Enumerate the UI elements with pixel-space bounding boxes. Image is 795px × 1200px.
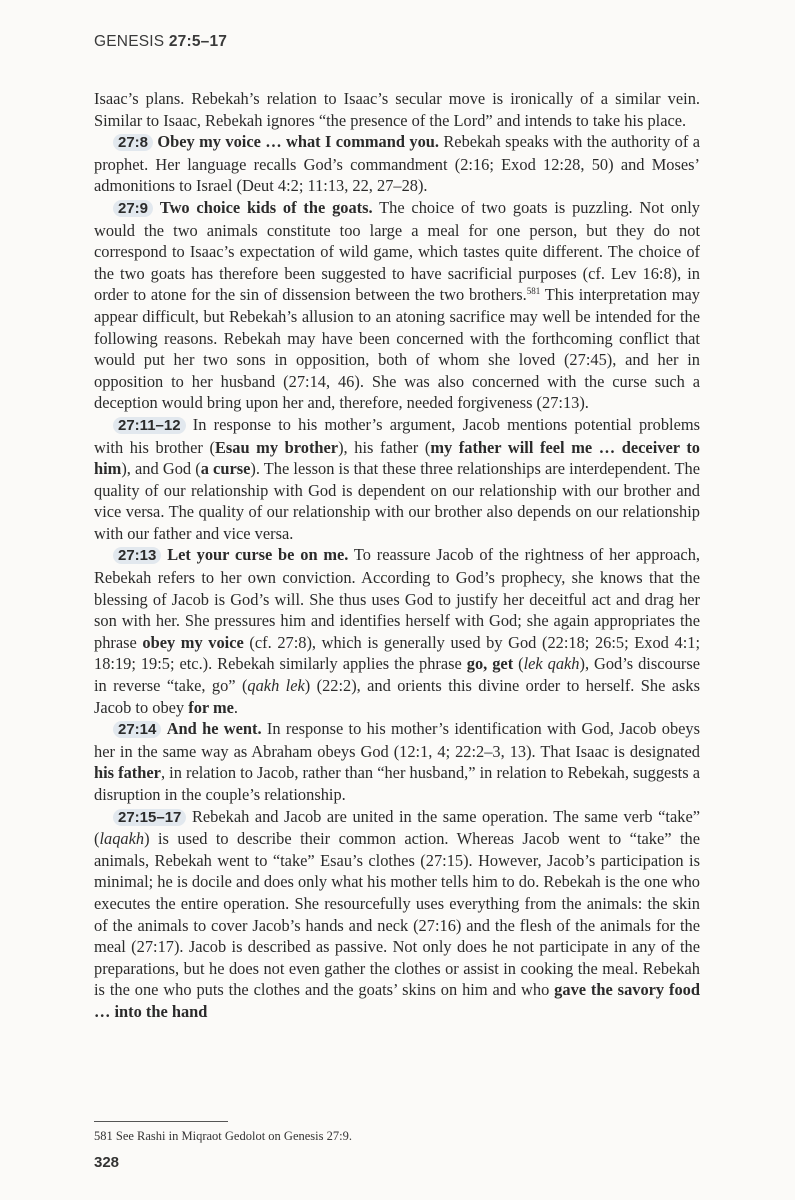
- paragraph-text: To reassure Jacob of the rightness of her approach, Rebekah refers to her own conviction. According to God’s prophecy, she knows that the blessing of Jacob is God’s will. She thus uses God to justify her deceitful act and drag her son with her. She pressures him and identifies herself with God; she again appropriates the phrase: [94, 545, 700, 652]
- paragraph-text: ), God’s discourse in reverse “take, go” (: [94, 654, 701, 696]
- bold-phrase: my father will feel me … deceiver to him: [94, 437, 700, 479]
- bold-phrase: gave the savory food … into the hand: [94, 980, 700, 1021]
- footnote-marker[interactable]: 581: [526, 286, 541, 297]
- bold-phrase: obey my voice: [142, 632, 244, 652]
- bold-phrase: go, get: [466, 654, 514, 674]
- footnote: 581 See Rashi in Miqraot Gedolot on Genesis 27:9.: [94, 1129, 352, 1143]
- paragraph-text: In response to his mother’s argument, Jacob mentions potential problems with his brother (: [94, 414, 700, 457]
- italic-phrase: qakh lek: [247, 676, 305, 696]
- page-number: 328: [94, 1154, 120, 1171]
- paragraph-text: Rebekah and Jacob are united in the same operation. The same verb “take” (: [94, 806, 700, 849]
- verse-reference: 27:14: [113, 721, 161, 738]
- paragraph-text: ) (22:2), and orients this divine order to herself. She asks Jacob to obey: [94, 676, 700, 717]
- paragraph-27-13: [94, 544, 700, 718]
- verse-reference: 27:13: [113, 547, 161, 564]
- paragraph-text: The choice of two goats is puzzling. Not only would the two animals constitute too large a meal for one person, but they do not correspond to Isaac’s expectation of wild game, which tastes quite different. The choice of the two goats has therefore been suggested to have sacrificial purposes (cf. Lev 16:8), in order to atone for the sin of dissension between the two brothers.: [94, 197, 700, 305]
- italic-phrase: laqakh: [99, 829, 145, 849]
- paragraph-text: Rebekah speaks with the authority of a prophet. Her language recalls God’s commandment (2:16; Exod 12:28, 50) and Moses’ admonitions to Israel (Deut 4:2; 11:13, 22, 27–28).: [94, 132, 700, 196]
- commentary-body: [94, 88, 700, 1023]
- paragraph-text: This interpretation may appear difficult, but Rebekah’s allusion to an atoning sacrifice may well be intended for the following reasons. Rebekah may have been concerned with the forthcoming conflict that would put her two sons in opposition, both of whom she loved (27:45), and her in opposition to her husband (27:14, 46). She was also concerned with the curse such a deception would bring upon her and, therefore, needed forgiveness (27:13).: [94, 285, 700, 413]
- paragraph-intro: [94, 88, 700, 131]
- paragraph-27-11-12: [94, 414, 700, 545]
- verse-reference: 27:15–17: [113, 809, 186, 826]
- bold-phrase: for me: [188, 697, 234, 717]
- paragraph-27-15-17: [94, 806, 700, 1023]
- verse-lemma: Two choice kids of the goats.: [159, 197, 373, 217]
- verse-lemma: Let your curse be on me.: [167, 545, 349, 565]
- paragraph-text: (: [513, 654, 524, 674]
- bold-phrase: his father: [94, 763, 161, 783]
- paragraph-text: .: [233, 697, 239, 717]
- paragraph-text: Isaac’s plans. Rebekah’s relation to Isaac’s secular move is ironically of a similar vein. Similar to Isaac, Rebekah ignores “the presence of the Lord” and intends to take his place.: [94, 89, 700, 130]
- verse-lemma: And he went.: [166, 719, 262, 739]
- paragraph-text: ), his father (: [338, 437, 431, 457]
- paragraph-text: ). The lesson is that these three relationships are interdependent. The quality of our relationship with God is dependent on our relationship with our brother and vice versa. The quality of our relationship with our brother also depends on our relationship with our father and vice versa.: [94, 459, 700, 543]
- paragraph-text: In response to his mother’s identification with God, Jacob obeys her in the same way as Abraham obeys God (12:1, 4; 22:2–3, 13). That Isaac is designated: [94, 719, 701, 761]
- bold-phrase: Esau my brother: [214, 437, 339, 457]
- paragraph-text: ), and God (: [121, 459, 201, 479]
- verse-reference: 27:11–12: [113, 417, 186, 434]
- paragraph-27-14: [94, 718, 700, 805]
- header-book: GENESIS: [94, 33, 165, 50]
- italic-phrase: lek qakh: [523, 654, 580, 674]
- verse-lemma: Obey my voice … what I command you.: [157, 132, 439, 152]
- verse-reference: 27:8: [113, 134, 153, 151]
- header-range: 27:5–17: [168, 33, 228, 50]
- paragraph-text: ) is used to describe their common action. Whereas Jacob went to “take” the animals, Rebekah went to “take” Esau’s clothes (27:15). However, Jacob’s participation is minimal; he is docile and does only what his mother tells him to do. Rebekah is the one who executes the entire operation. She resourcefully uses everything from the animals: the skin of the animals to cover Jacob’s hands and neck (27:16) and the flesh of the animals for the meal (27:17). Jacob is described as passive. Not only does he not participate in any of the preparations, but he does not even gather the clothes or assist in cooking the meal. Rebekah is the one who puts the clothes and the goats’ skins on him and who: [94, 829, 700, 1000]
- paragraph-27-8: [94, 131, 700, 197]
- paragraph-text: , in relation to Jacob, rather than “her husband,” in relation to Rebekah, suggests a disruption in the couple’s relationship.: [94, 763, 700, 804]
- paragraph-27-9: [94, 197, 700, 414]
- paragraph-text: (cf. 27:8), which is generally used by God (22:18; 26:5; Exod 4:1; 18:19; 19:5; etc.). Rebekah similarly applies the phrase: [94, 632, 701, 674]
- running-header: [94, 33, 227, 51]
- verse-reference: 27:9: [113, 200, 153, 217]
- bold-phrase: a curse: [200, 459, 251, 479]
- footnote-divider: [94, 1121, 228, 1122]
